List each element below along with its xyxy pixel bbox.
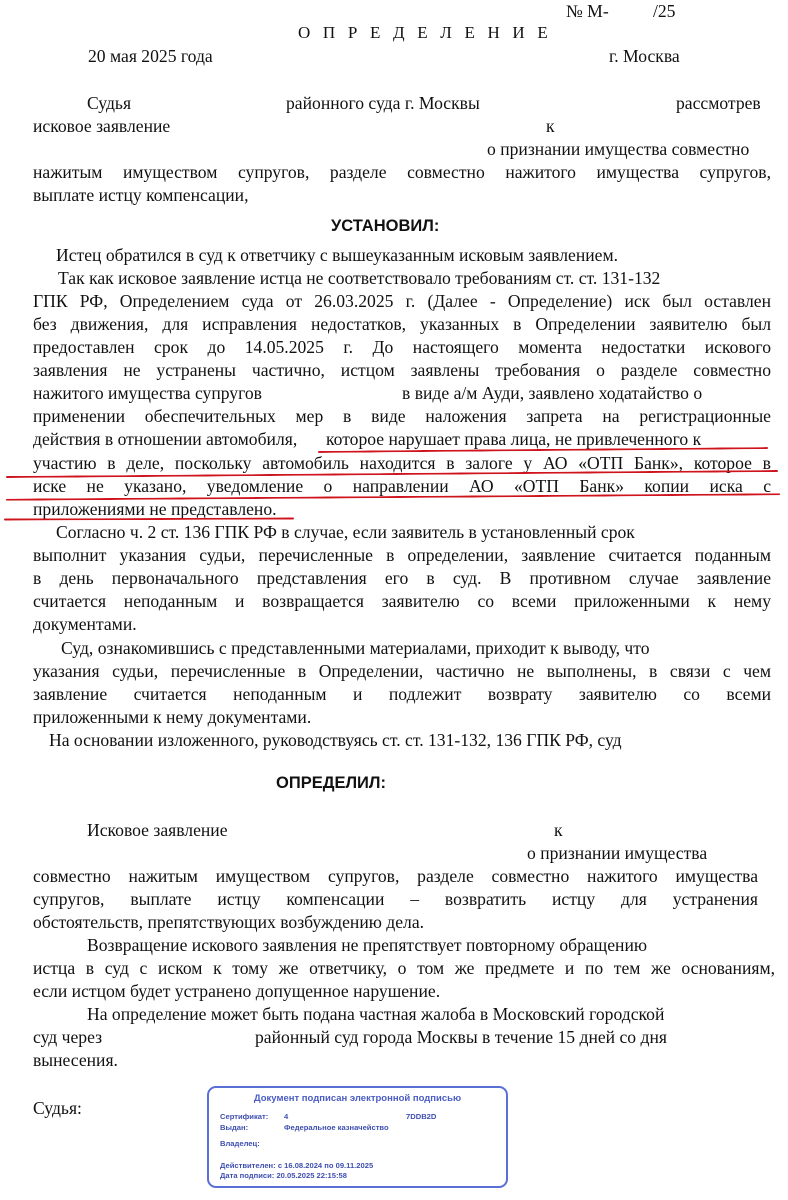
document-title: О П Р Е Д Е Л Е Н И Е (298, 23, 552, 42)
ruled-claim-label: Исковое заявление (87, 820, 228, 840)
established-p5: На основании изложенного, руководствуясь ст. ст. 131-132, 136 ГПК РФ, суд (49, 730, 622, 750)
ruled-line-4: супругов, выплате истцу компенсации – возвратить истцу для устранения (33, 889, 758, 909)
ruled-p3-line-2b: районный суд города Москвы в течение 15 дней со дня (255, 1027, 667, 1047)
established-p2-line-4: предоставлен срок до 14.05.2025 г. До настоящего момента недостатки искового (33, 337, 771, 357)
case-number-suffix: /25 (653, 1, 676, 21)
ruled-p3-line-1: На определение может быть подана частная жалоба в Московский городской (87, 1004, 665, 1024)
established-p3-line-1: Согласно ч. 2 ст. 136 ГПК РФ в случае, если заявитель в установленный срок (56, 522, 635, 542)
intro-line-4: нажитым имуществом супругов, разделе совместно нажитого имущества супругов, (33, 162, 771, 182)
established-p3-line-5: документами. (33, 614, 137, 634)
stamp-valid-value: с 16.08.2024 по 09.11.2025 (277, 1161, 374, 1170)
stamp-owner-label: Владелец: (220, 1139, 260, 1148)
intro-judge-label: Судья (87, 93, 132, 113)
intro-considered: рассмотрев (676, 93, 761, 113)
established-p4-line-3: заявление считается неподанным и подлежит возврату заявителю со всеми (33, 684, 771, 704)
electronic-signature-stamp (207, 1086, 508, 1188)
stamp-signed-label: Дата подписи: (220, 1171, 275, 1180)
ruled-p2-line-3: если истцом будет устранено допущенное нарушение. (33, 981, 441, 1001)
document-city: г. Москва (609, 46, 680, 66)
document-date: 20 мая 2025 года (88, 46, 213, 66)
established-p2-line-5: заявления не устранены частично, истцом заявлены требования о разделе совместно (33, 360, 771, 380)
stamp-issued-label: Выдан: (220, 1123, 249, 1132)
ruled-p2-line-1: Возвращение искового заявления не препятствует повторному обращению (87, 935, 648, 955)
stamp-valid-row (220, 1161, 373, 1170)
stamp-title: Документ подписан электронной подписью (253, 1093, 462, 1104)
established-p2-line-6a: нажитого имущества супругов (33, 383, 262, 403)
intro-court-name: районного суда г. Москвы (286, 93, 480, 113)
stamp-signed-row (220, 1171, 347, 1180)
intro-subject: о признании имущества совместно (487, 139, 750, 159)
established-p2-line-8a: действия в отношении автомобиля, (33, 429, 298, 449)
case-number-prefix: № М- (566, 1, 609, 21)
established-p4-line-2: указания судьи, перечисленные в Определении, частично не выполнены, в связи с чем (33, 661, 771, 681)
established-heading: УСТАНОВИЛ: (331, 217, 440, 235)
established-p4-line-1: Суд, ознакомившись с представленными материалами, приходит к выводу, что (61, 638, 650, 658)
ruled-p3-line-2a: суд через (33, 1027, 103, 1047)
established-p4-line-4: приложенными к нему документами. (33, 707, 312, 727)
established-p2-line-10: иске не указано, уведомление о направлении АО «ОТП Банк» копии иска с (33, 476, 771, 496)
intro-claim-label: исковое заявление (33, 116, 171, 136)
stamp-signed-value: 20.05.2025 22:15:58 (276, 1171, 347, 1180)
established-p2-line-11: приложениями не представлено. (33, 499, 277, 519)
stamp-certificate-row (220, 1112, 437, 1121)
established-p3-line-3: в день первоначального представления его в суд. В противном случае заявление (33, 568, 771, 588)
stamp-valid-label: Действителен: (220, 1161, 276, 1170)
ruled-line-3: совместно нажитым имуществом супругов, разделе совместно нажитого имущества (33, 866, 758, 886)
stamp-owner-row (220, 1139, 284, 1148)
established-p2-line-2: ГПК РФ, Определением суда от 26.03.2025 г. (Далее - Определение) иск был оставлен (33, 291, 771, 311)
stamp-issued-value: Федеральное казначейство (284, 1123, 389, 1132)
established-p2-line-1: Так как исковое заявление истца не соответствовало требованиям ст. ст. 131-132 (58, 268, 661, 288)
ruled-p2-line-2: истца в суд с иском к тому же ответчику, о том же предмете и по тем же основаниям, (33, 958, 775, 978)
ruled-heading: ОПРЕДЕЛИЛ: (276, 774, 386, 792)
established-p2-line-8b: которое нарушает права лица, не привлеченного к (326, 429, 702, 449)
established-p3-line-2: выполнит указания судьи, перечисленные в определении, заявление считается поданным (33, 545, 771, 565)
established-p2-line-7: применении обеспечительных мер в виде наложения запрета на регистрационные (33, 406, 771, 426)
stamp-issued-row (220, 1123, 389, 1132)
intro-against: к (546, 116, 555, 136)
ruled-subject: о признании имущества (527, 843, 708, 863)
ruled-line-5: обстоятельств, препятствующих возбуждению дела. (33, 912, 425, 932)
stamp-cert-value-b: 7DDB2D (406, 1112, 437, 1121)
established-p2-line-9: участию в деле, поскольку автомобиль находится в залоге у АО «ОТП Банк», которое в (33, 453, 771, 473)
stamp-cert-label: Сертификат: (220, 1112, 269, 1121)
established-p1: Истец обратился в суд к ответчику с вышеуказанным исковым заявлением. (56, 245, 618, 265)
ruled-p3-line-3: вынесения. (33, 1050, 118, 1070)
ruled-against: к (554, 820, 563, 840)
stamp-cert-value-a: 4 (284, 1112, 289, 1121)
established-p3-line-4: считается неподанным и возвращается заявителю со всеми приложенными к нему (33, 591, 771, 611)
intro-line-5: выплате истцу компенсации, (33, 185, 249, 205)
established-p2-line-6b: в виде а/м Ауди, заявлено ходатайство о (402, 383, 703, 403)
established-p2-line-3: без движения, для исправления недостатков, указанных в Определении заявителю был (33, 314, 771, 334)
judge-signature-label: Судья: (33, 1098, 82, 1118)
